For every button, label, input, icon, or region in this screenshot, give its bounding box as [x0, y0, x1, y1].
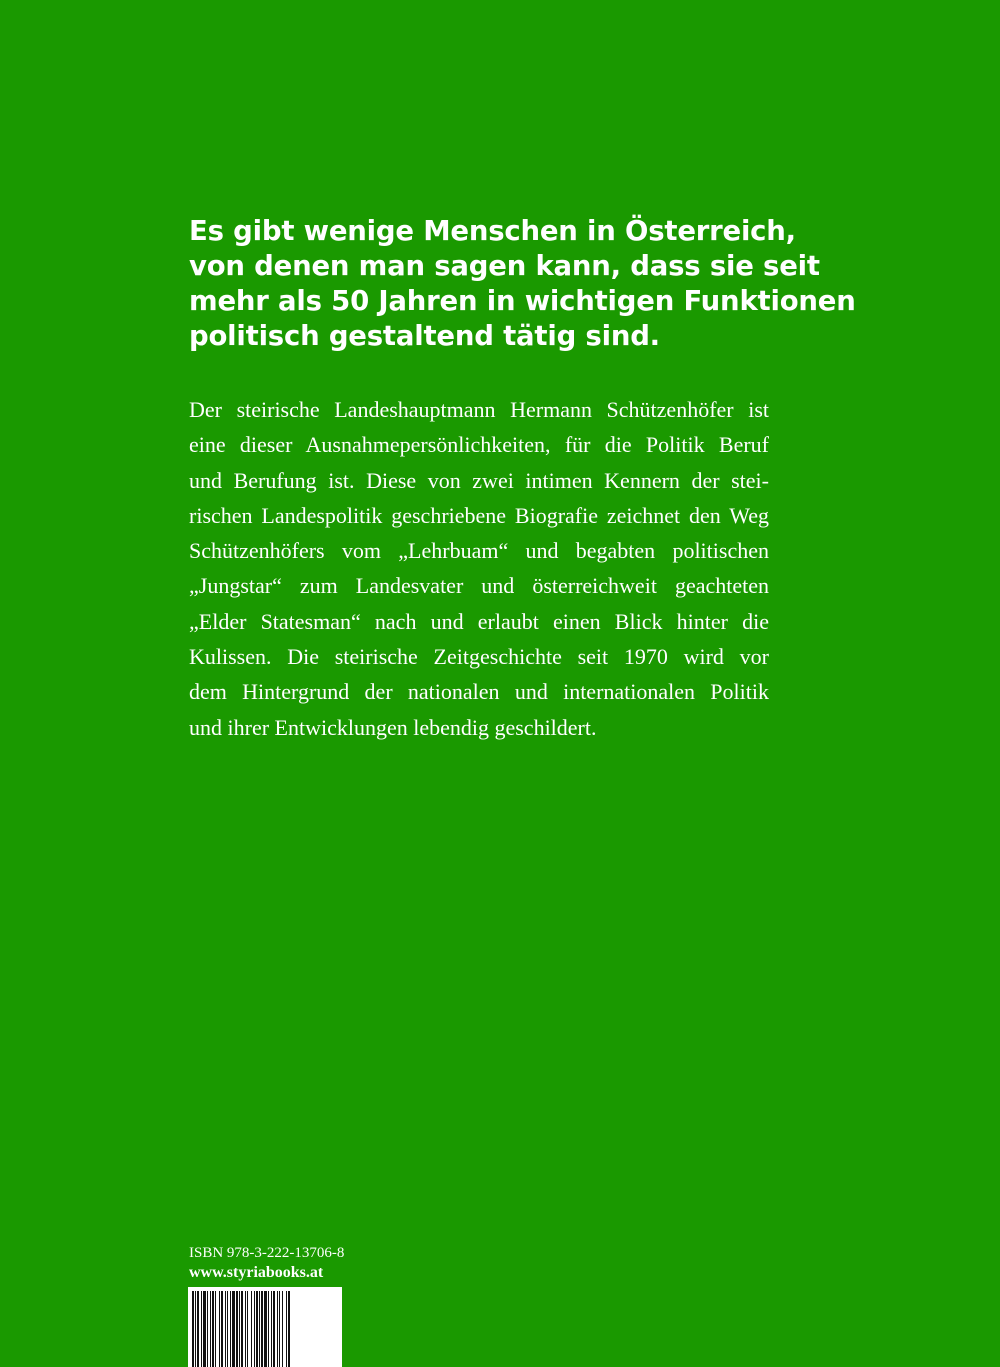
- barcode-bar: [207, 1291, 208, 1367]
- barcode-bar: [203, 1291, 206, 1367]
- barcode-bar: [195, 1291, 196, 1367]
- blurb-line: Schützenhöfers vom „Lehrbuam“ und begabten politischen: [189, 538, 769, 564]
- barcode-bar: [239, 1291, 240, 1367]
- headline-line: politisch gestaltend tätig sind.: [189, 320, 660, 352]
- barcode-bar: [282, 1291, 283, 1367]
- barcode-bar: [212, 1291, 214, 1367]
- barcode-bar: [241, 1291, 243, 1367]
- barcode: [188, 1287, 342, 1367]
- barcode-bar: [254, 1291, 255, 1367]
- blurb-line: „Jungstar“ zum Landesvater und österreichweit geachteten: [189, 573, 769, 599]
- barcode-bar: [251, 1291, 252, 1367]
- barcode-graphic: [188, 1287, 342, 1367]
- barcode-bar: [219, 1291, 220, 1367]
- blurb-line: „Elder Statesman“ nach und erlaubt einen Blick hinter die: [189, 608, 769, 634]
- blurb-line: Kulissen. Die steirische Zeitgeschichte seit 1970 wird vor: [189, 644, 769, 670]
- barcode-bar: [259, 1291, 260, 1367]
- blurb-line: eine dieser Ausnahmepersönlichkeiten, für die Politik Beruf: [189, 432, 769, 458]
- barcode-bar: [286, 1291, 287, 1367]
- barcode-bar: [264, 1291, 267, 1367]
- barcode-bar: [271, 1291, 272, 1367]
- barcode-bar: [261, 1291, 263, 1367]
- barcode-bar: [236, 1291, 238, 1367]
- barcode-bar: [279, 1291, 280, 1367]
- barcode-bar: [288, 1291, 290, 1367]
- barcode-bar: [256, 1291, 258, 1367]
- barcode-bar: [273, 1291, 275, 1367]
- barcode-bar: [197, 1291, 199, 1367]
- headline-line: Es gibt wenige Menschen in Österreich,: [189, 215, 796, 247]
- barcode-bar: [201, 1291, 202, 1367]
- headline-line: von denen man sagen kann, dass sie seit: [189, 250, 820, 282]
- blurb-line: rischen Landespolitik geschriebene Biografie zeichnet den Weg: [189, 502, 769, 528]
- publisher-website[interactable]: www.styriabooks.at: [189, 1264, 324, 1281]
- headline-line: mehr als 50 Jahren in wichtigen Funktionen: [189, 285, 856, 317]
- barcode-bar: [277, 1291, 278, 1367]
- barcode-bar: [221, 1291, 223, 1367]
- blurb-line: und ihrer Entwicklungen lebendig geschildert.: [189, 714, 597, 740]
- barcode-bar: [192, 1291, 194, 1367]
- blurb-line: und Berufung ist. Diese von zwei intimen Kennern der stei-: [189, 467, 769, 493]
- blurb-line: Der steirische Landeshauptmann Hermann Schützenhöfer ist: [189, 397, 769, 422]
- isbn-number: ISBN 978-3-222-13706-8: [189, 1245, 345, 1261]
- barcode-bar: [245, 1291, 246, 1367]
- headline: [189, 214, 856, 354]
- barcode-bar: [230, 1291, 231, 1367]
- barcode-bar: [247, 1291, 248, 1367]
- barcode-bar: [268, 1291, 269, 1367]
- barcode-bar: [232, 1291, 235, 1367]
- barcode-bar: [215, 1291, 216, 1367]
- blurb-line: dem Hintergrund der nationalen und internationalen Politik: [189, 679, 769, 705]
- barcode-bar: [225, 1291, 226, 1367]
- barcode-bar: [210, 1291, 211, 1367]
- barcode-bar: [227, 1291, 228, 1367]
- blurb-paragraph: [189, 392, 769, 745]
